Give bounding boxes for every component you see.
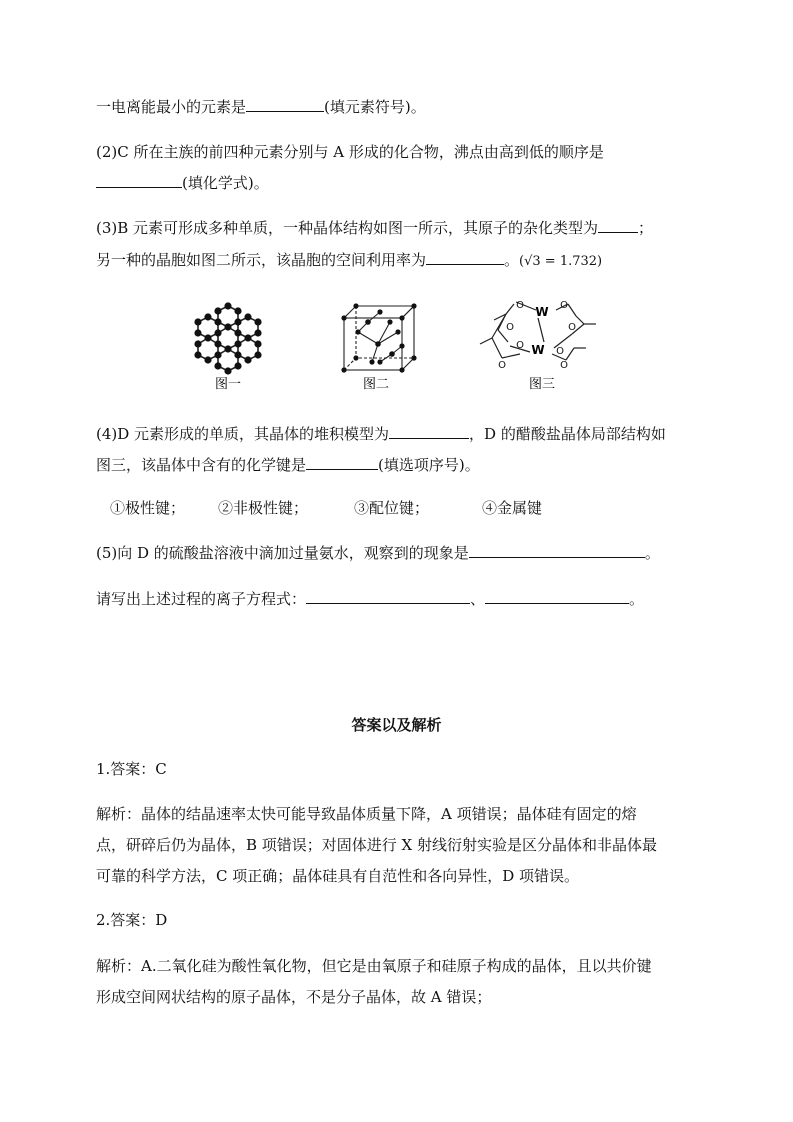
question-line [96, 97, 426, 117]
answer-blank[interactable] [306, 589, 470, 604]
answer-blank[interactable] [246, 97, 324, 112]
answer-1-explanation-line: 点，研碎后仍为晶体，B 项错误；对固体进行 X 射线衍射实验是区分晶体和非晶体最 [96, 836, 658, 854]
question-text: 。 [629, 590, 645, 608]
answer-1: 1.答案：C [96, 760, 167, 778]
answer-1-explanation-line: 可靠的科学方法，C 项正确；晶体硅具有自范性和各向异性，D 项错误。 [96, 867, 580, 885]
question-text: 图三，该晶体中含有的化学键是 [96, 456, 307, 474]
question-text: (4)D 元素形成的单质，其晶体的堆积模型为 [96, 425, 390, 443]
answer-blank[interactable] [389, 424, 469, 439]
option-4[interactable]: ④金属键 [482, 499, 543, 517]
question-5-line-2 [96, 589, 644, 609]
question-text: ，D 的醋酸盐晶体局部结构如 [469, 425, 666, 443]
option-2[interactable]: ②非极性键； [218, 499, 309, 517]
answers-title: 答案以及解析 [351, 716, 442, 734]
answer-2: 2.答案：D [96, 911, 168, 929]
figures-row [180, 296, 620, 396]
figure-2-caption: 图二 [362, 377, 390, 392]
svg-text:O: O [556, 346, 564, 357]
answer-1-explanation-line: 解析：晶体的结晶速率太快可能导致晶体质量下降，A 项错误；晶体硅有固定的熔 [96, 805, 637, 823]
answer-2-explanation-line: 解析：A.二氧化硅为酸性氧化物，但它是由氧原子和硅原子构成的晶体，且以共价键 [96, 957, 652, 975]
answer-blank[interactable] [96, 173, 182, 188]
question-text: (填化学式)。 [182, 174, 269, 192]
question-text: ； [638, 219, 654, 237]
svg-text:O: O [506, 322, 514, 333]
question-text: (3)B 元素可形成多种单质，一种晶体结构如图一所示，其原子的杂化类型为 [96, 219, 599, 237]
figure-2-atoms [341, 303, 416, 372]
question-2-line-2 [96, 173, 269, 193]
question-text: (填选项序号)。 [378, 456, 480, 474]
svg-text:O: O [498, 360, 506, 371]
question-text: 请写出上述过程的离子方程式： [96, 590, 307, 608]
question-2-line-1 [96, 142, 604, 162]
question-4-options [110, 498, 542, 518]
answer-blank[interactable] [598, 218, 638, 233]
question-4-line-1 [96, 424, 666, 444]
question-text: 。 [644, 544, 660, 562]
answer-blank[interactable] [306, 455, 378, 470]
question-5-line-1 [96, 543, 660, 563]
svg-text:O: O [568, 322, 576, 333]
question-text: (5)向 D 的硫酸盐溶液中滴加过量氨水，观察到的现象是 [96, 544, 469, 562]
svg-text:O: O [516, 300, 524, 311]
question-text: (填元素符号)。 [324, 98, 426, 116]
question-text: 、 [470, 590, 486, 608]
option-3[interactable]: ③配位键； [354, 499, 430, 517]
svg-text:O: O [560, 300, 568, 311]
answer-blank[interactable] [485, 589, 629, 604]
question-text: 。 [504, 251, 520, 269]
svg-text:O: O [560, 360, 568, 371]
question-4-line-2 [96, 455, 480, 475]
question-text: (2)C 所在主族的前四种元素分别与 A 形成的化合物，沸点由高到低的顺序是 [96, 143, 604, 161]
figure-1-caption: 图一 [214, 377, 242, 392]
question-text: 一电离能最小的元素是 [96, 98, 247, 116]
figure-3-w-label-top: W [535, 305, 549, 319]
answer-blank[interactable] [469, 543, 645, 558]
svg-text:O: O [516, 340, 524, 351]
option-1[interactable]: ①极性键； [110, 499, 186, 517]
answer-blank[interactable] [426, 250, 504, 265]
figure-3-w-label-bottom: W [531, 343, 545, 357]
figure-1-atoms [194, 302, 261, 374]
sqrt-note: (√3 = 1.732) [519, 254, 603, 269]
question-3-line-2 [96, 250, 602, 272]
question-3-line-1 [96, 218, 653, 238]
answer-2-explanation-line: 形成空间网状结构的原子晶体，不是分子晶体，故 A 错误； [96, 988, 492, 1006]
question-text: 另一种的晶胞如图二所示，该晶胞的空间利用率为 [96, 251, 427, 269]
figure-3-caption: 图三 [528, 377, 556, 392]
